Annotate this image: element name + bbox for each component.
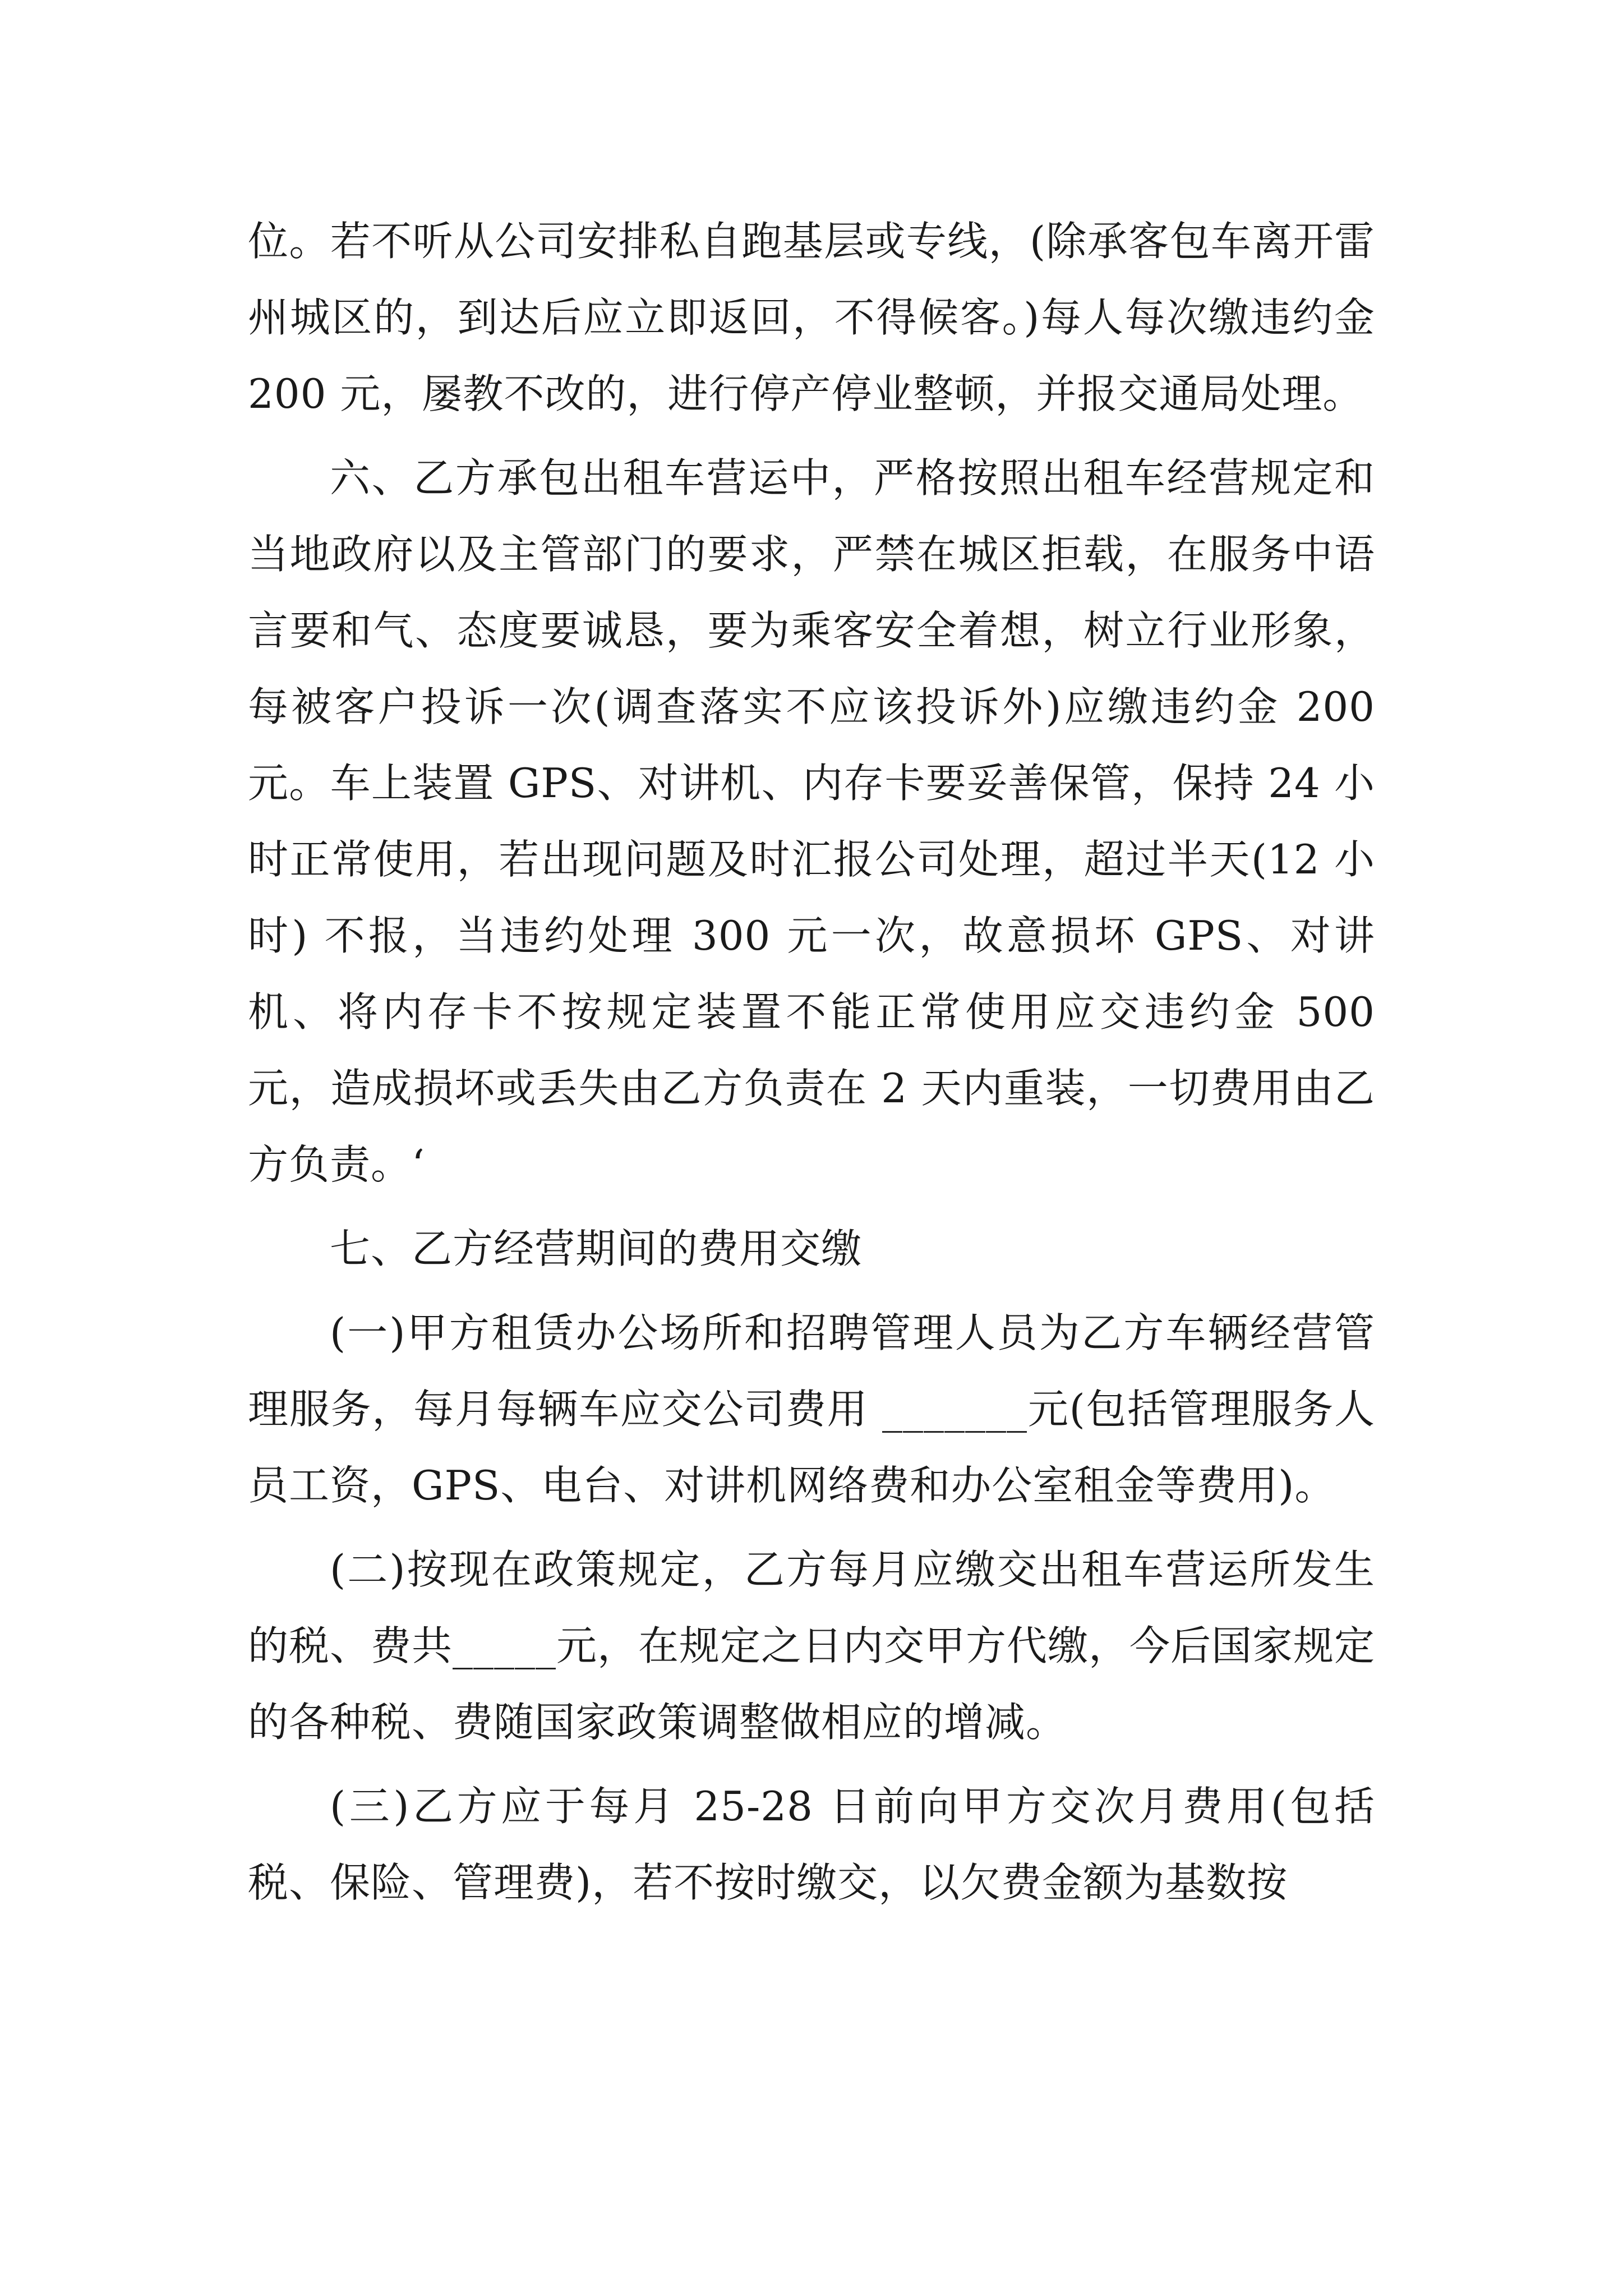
- paragraph-gap: [248, 1760, 1375, 1768]
- paragraph-gap: [248, 1524, 1375, 1531]
- paragraph-gap: [248, 432, 1375, 440]
- paragraph-gap: [248, 1203, 1375, 1211]
- paragraph-item-two: (二)按现在政策规定，乙方每月应缴交出租车营运所发生的税、费共_____元，在规定之日内交甲方代缴，今后国家规定的各种税、费随国家政策调整做相应的增减。: [248, 1546, 1376, 1746]
- paragraph-gap: [248, 1287, 1375, 1295]
- paragraph-clause-seven-heading: 七、乙方经营期间的费用交缴: [330, 1225, 863, 1272]
- paragraph-item-three: (三)乙方应于每月 25-28 日前向甲方交次月费用(包括税、保险、管理费)，若不按时缴交，以欠费金额为基数按: [248, 1783, 1375, 1906]
- paragraph-item-one: (一)甲方租赁办公场所和招聘管理人员为乙方车辆经营管理服务，每月每辆车应交公司费用 _______元(包括管理服务人员工资，GPS、电台、对讲机网络费和办公室租金等费用)。: [248, 1309, 1375, 1509]
- document-body: [248, 203, 1375, 1921]
- paragraph-clause-six: 六、乙方承包出租车营运中，严格按照出租车经营规定和当地政府以及主管部门的要求，严禁在城区拒载，在服务中语言要和气、态度要诚恳，要为乘客安全着想，树立行业形象，每被客户投诉一次(调查落实不应该投诉外)应缴违约金 200 元。车上装置 GPS、对讲机、内存卡要妥善保管，保持 24 小时正常使用，若出现问题及时汇报公司处理，超过半天(12 小时) 不报，当违约处理 300 元一次，故意损坏 GPS、对讲机、将内存卡不按规定装置不能正常使用应交违约金 500 元，造成损坏或丢失由乙方负责在 2 天内重装，一切费用由乙方负责。‘: [248, 454, 1375, 1188]
- paragraph-continuation: 位。若不听从公司安排私自跑基层或专线，(除承客包车离开雷州城区的，到达后应立即返回，不得候客。)每人每次缴违约金 200 元，屡教不改的，进行停产停业整顿，并报交通局处理。: [248, 218, 1375, 417]
